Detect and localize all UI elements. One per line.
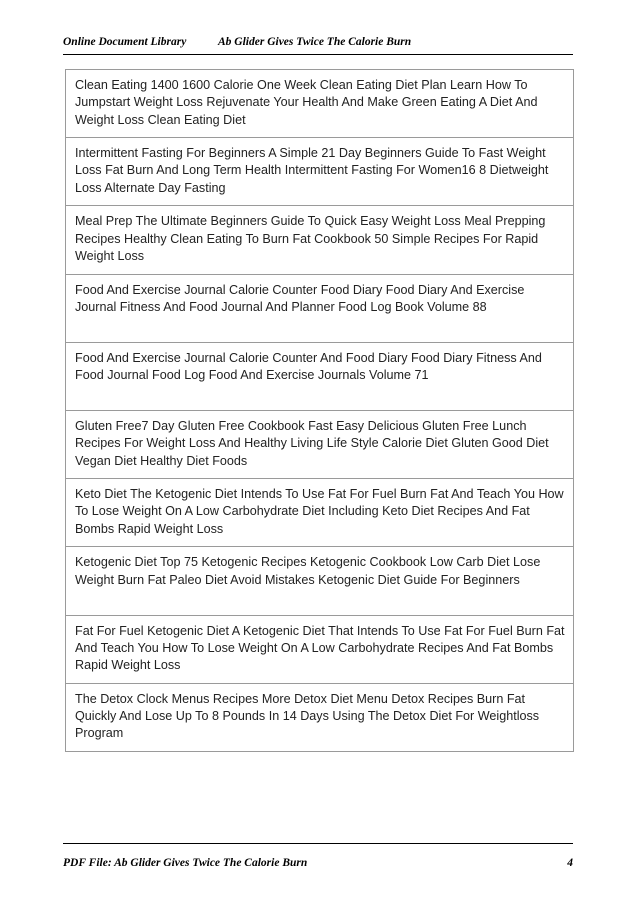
table-row: Meal Prep The Ultimate Beginners Guide To Quick Easy Weight Loss Meal Prepping Recipes Healthy Clean Eating To Burn Fat Cookbook 50 Simple Recipes For Rapid Weight Loss <box>66 206 573 274</box>
table-row: Food And Exercise Journal Calorie Counter Food Diary Food Diary And Exercise Journal Fitness And Food Journal And Planner Food Log Book Volume 88 <box>66 275 573 343</box>
book-list-table <box>65 69 574 752</box>
header-document-title: Ab Glider Gives Twice The Calorie Burn <box>218 36 412 48</box>
table-row: Food And Exercise Journal Calorie Counter And Food Diary Food Diary Fitness And Food Journal Food Log Food And Exercise Journals Volume 71 <box>66 343 573 411</box>
table-row: Fat For Fuel Ketogenic Diet A Ketogenic Diet That Intends To Use Fat For Fuel Burn Fat And Teach You How To Lose Weight On A Low Carbohydrate Recipes And Fat Bombs Rapid Weight Loss <box>66 616 573 684</box>
table-row: Gluten Free7 Day Gluten Free Cookbook Fast Easy Delicious Gluten Free Lunch Recipes For Weight Loss And Healthy Living Life Style Calorie Diet Gluten Good Diet Vegan Diet Healthy Diet Foods <box>66 411 573 479</box>
table-row: Ketogenic Diet Top 75 Ketogenic Recipes Ketogenic Cookbook Low Carb Diet Lose Weight Burn Fat Paleo Diet Avoid Mistakes Ketogenic Diet Guide For Beginners <box>66 547 573 615</box>
footer-file-name: PDF File: Ab Glider Gives Twice The Calorie Burn <box>63 857 308 869</box>
table-row: Intermittent Fasting For Beginners A Simple 21 Day Beginners Guide To Fast Weight Loss Fat Burn And Long Term Health Intermittent Fasting For Women16 8 Dietweight Loss Alternate Day Fasting <box>66 138 573 206</box>
table-row: Keto Diet The Ketogenic Diet Intends To Use Fat For Fuel Burn Fat And Teach You How To Lose Weight On A Low Carbohydrate Diet Including Keto Diet Recipes And Fat Bombs Rapid Weight Loss <box>66 479 573 547</box>
table-row: The Detox Clock Menus Recipes More Detox Diet Menu Detox Recipes Burn Fat Quickly And Lose Up To 8 Pounds In 14 Days Using The Detox Diet For Weightloss Program <box>66 684 573 752</box>
page-number: 4 <box>567 857 573 869</box>
table-row: Clean Eating 1400 1600 Calorie One Week Clean Eating Diet Plan Learn How To Jumpstart Weight Loss Rejuvenate Your Health And Make Green Eating A Diet And Weight Loss Clean Eating Diet <box>66 70 573 138</box>
page-header <box>63 28 573 55</box>
page-footer <box>63 843 573 869</box>
header-library-name: Online Document Library <box>63 36 187 48</box>
